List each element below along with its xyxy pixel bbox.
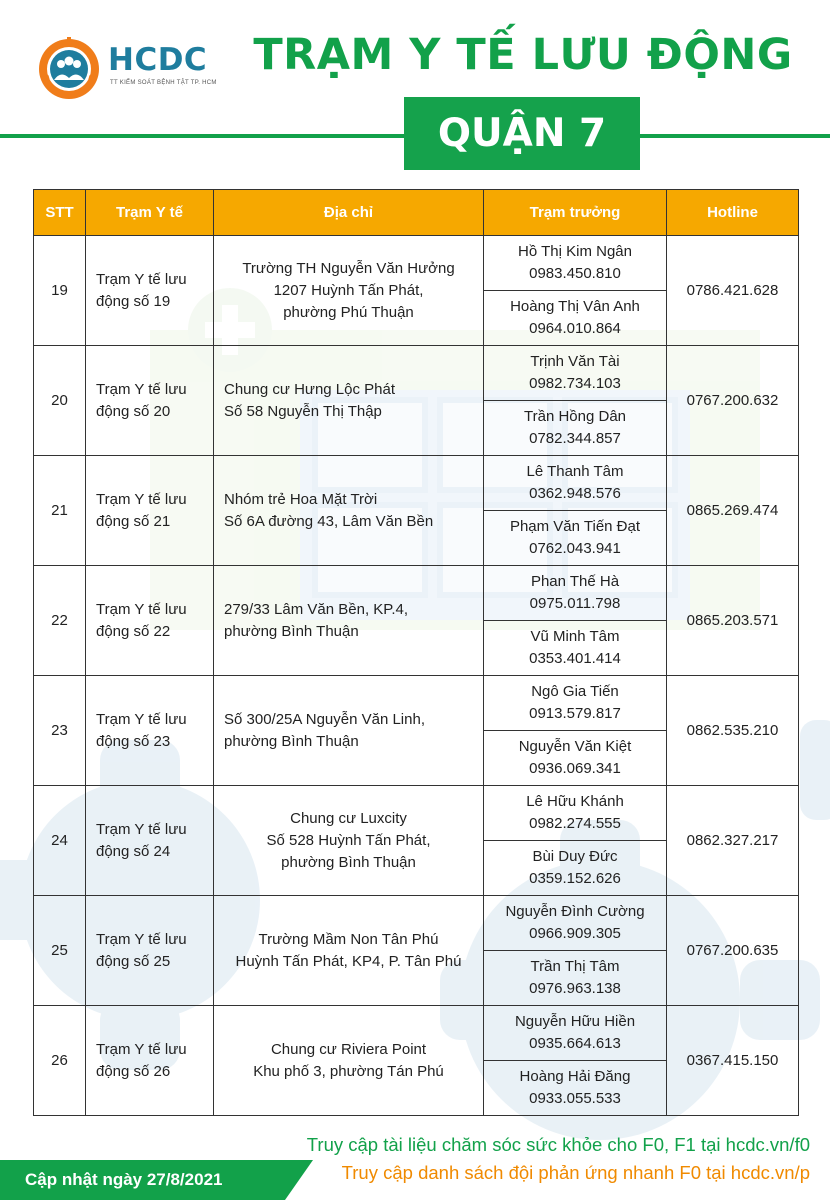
- table-row: [34, 896, 799, 951]
- address-line: Trường Mầm Non Tân Phú: [258, 930, 439, 948]
- station-name: [86, 566, 214, 676]
- station-leader: [484, 1061, 667, 1116]
- station-name: [86, 786, 214, 896]
- district-badge: QUẬN 7: [404, 97, 640, 170]
- leader-phone[interactable]: 0983.450.810: [529, 265, 621, 282]
- station-leader: [484, 1006, 667, 1061]
- station-number: 22: [34, 566, 86, 676]
- station-leader: [484, 456, 667, 511]
- leader-name: Nguyễn Hữu Hiền: [514, 1013, 636, 1030]
- leader-name: Trần Thị Tâm: [530, 958, 620, 975]
- leader-phone[interactable]: 0936.069.341: [529, 760, 621, 777]
- station-name-line: động số 19: [96, 292, 171, 310]
- station-address: [214, 456, 484, 566]
- station-leader: [484, 951, 667, 1006]
- station-hotline[interactable]: 0786.421.628: [667, 236, 799, 346]
- table-body: [34, 236, 799, 1116]
- station-name: [86, 896, 214, 1006]
- station-name-line: động số 22: [96, 622, 171, 640]
- station-hotline[interactable]: 0865.203.571: [667, 566, 799, 676]
- hcdc-logo: [34, 34, 234, 104]
- station-name-line: động số 23: [96, 732, 171, 750]
- station-leader: [484, 786, 667, 841]
- address-line: 279/33 Lâm Văn Bền, KP.4,: [224, 600, 409, 618]
- address-line: 1207 Huỳnh Tấn Phát,: [273, 281, 424, 299]
- leader-phone[interactable]: 0982.734.103: [529, 375, 621, 392]
- leader-name: Phan Thế Hà: [530, 573, 620, 590]
- station-hotline[interactable]: 0862.535.210: [667, 676, 799, 786]
- leader-phone[interactable]: 0913.579.817: [529, 705, 621, 722]
- station-address: [214, 236, 484, 346]
- station-number: 21: [34, 456, 86, 566]
- address-line: Huỳnh Tấn Phát, KP4, P. Tân Phú: [235, 952, 462, 970]
- leader-phone[interactable]: 0362.948.576: [529, 485, 621, 502]
- leader-phone[interactable]: 0975.011.798: [529, 595, 621, 612]
- station-name-line: động số 24: [96, 842, 171, 860]
- station-name-line: Trạm Y tế lưu: [96, 820, 187, 838]
- leader-phone[interactable]: 0966.909.305: [529, 925, 621, 942]
- station-address: [214, 1006, 484, 1116]
- station-name: [86, 676, 214, 786]
- leader-name: Ngô Gia Tiến: [531, 683, 619, 700]
- address-line: Chung cư Hưng Lộc Phát: [224, 380, 396, 398]
- leader-phone[interactable]: 0964.010.864: [529, 320, 621, 337]
- station-name-line: Trạm Y tế lưu: [96, 380, 187, 398]
- station-leader: [484, 291, 667, 346]
- address-line: Khu phố 3, phường Tán Phú: [253, 1062, 444, 1080]
- station-hotline[interactable]: 0865.269.474: [667, 456, 799, 566]
- station-name-line: động số 21: [96, 512, 171, 530]
- station-leader: [484, 621, 667, 676]
- leader-name: Nguyễn Đình Cường: [505, 903, 645, 920]
- column-header-stt: STT: [34, 190, 86, 236]
- update-date-banner: Cập nhật ngày 27/8/2021: [0, 1160, 285, 1200]
- address-line: Số 300/25A Nguyễn Văn Linh,: [224, 710, 425, 728]
- station-address: [214, 786, 484, 896]
- table-row: [34, 236, 799, 291]
- station-name-line: động số 25: [96, 952, 171, 970]
- table-header-row: [34, 190, 799, 236]
- leader-name: Hoàng Thị Vân Anh: [510, 298, 640, 315]
- address-line: Số 58 Nguyễn Thị Thập: [224, 402, 382, 420]
- station-leader: [484, 566, 667, 621]
- leader-phone[interactable]: 0762.043.941: [529, 540, 621, 557]
- leader-name: Hồ Thị Kim Ngân: [518, 243, 632, 260]
- header-rule-right: [640, 134, 830, 138]
- leader-name: Phạm Văn Tiến Đạt: [509, 518, 641, 535]
- station-address: [214, 346, 484, 456]
- station-name: [86, 1006, 214, 1116]
- header-rule-left: [0, 134, 404, 138]
- station-hotline[interactable]: 0767.200.632: [667, 346, 799, 456]
- station-hotline[interactable]: 0862.327.217: [667, 786, 799, 896]
- column-header-station: Trạm Y tế: [86, 190, 214, 236]
- station-name-line: Trạm Y tế lưu: [96, 710, 187, 728]
- address-line: Chung cư Luxcity: [290, 809, 407, 827]
- table-row: [34, 1006, 799, 1061]
- address-line: phường Phú Thuận: [283, 303, 414, 321]
- station-name: [86, 236, 214, 346]
- address-line: Số 6A đường 43, Lâm Văn Bền: [224, 512, 434, 530]
- table-row: [34, 676, 799, 731]
- logo-text: HCDC: [108, 42, 208, 78]
- station-name-line: Trạm Y tế lưu: [96, 490, 187, 508]
- station-name-line: Trạm Y tế lưu: [96, 600, 187, 618]
- column-header-address: Địa chỉ: [214, 190, 484, 236]
- table-row: [34, 786, 799, 841]
- column-header-hotline: Hotline: [667, 190, 799, 236]
- page-title: TRẠM Y TẾ LƯU ĐỘNG: [253, 30, 793, 80]
- address-line: phường Bình Thuận: [224, 732, 359, 750]
- station-name-line: động số 20: [96, 402, 171, 420]
- leader-name: Trịnh Văn Tài: [530, 353, 620, 370]
- address-line: phường Bình Thuận: [281, 853, 416, 871]
- station-name-line: Trạm Y tế lưu: [96, 1040, 187, 1058]
- station-number: 19: [34, 236, 86, 346]
- leader-phone[interactable]: 0935.664.613: [529, 1035, 621, 1052]
- station-name: [86, 456, 214, 566]
- page-header: [0, 0, 830, 185]
- leader-name: Trần Hồng Dân: [524, 408, 626, 425]
- station-number: 25: [34, 896, 86, 1006]
- station-address: [214, 896, 484, 1006]
- leader-name: Nguyễn Văn Kiệt: [518, 738, 632, 755]
- station-hotline[interactable]: 0367.415.150: [667, 1006, 799, 1116]
- station-name-line: Trạm Y tế lưu: [96, 930, 187, 948]
- station-leader: [484, 731, 667, 786]
- logo-subtitle: TT KIỂM SOÁT BỆNH TẬT TP. HCM: [110, 80, 217, 86]
- leader-name: Vũ Minh Tâm: [530, 628, 620, 645]
- address-line: Nhóm trẻ Hoa Mặt Trời: [224, 490, 378, 508]
- station-leader: [484, 401, 667, 456]
- station-leader: [484, 346, 667, 401]
- station-leader: [484, 236, 667, 291]
- hcdc-logo-icon: [34, 34, 104, 104]
- station-number: 23: [34, 676, 86, 786]
- station-name-line: động số 26: [96, 1062, 171, 1080]
- station-leader: [484, 896, 667, 951]
- leader-name: Hoàng Hải Đăng: [519, 1068, 631, 1085]
- station-hotline[interactable]: 0767.200.635: [667, 896, 799, 1006]
- table-row: [34, 346, 799, 401]
- station-name: [86, 346, 214, 456]
- station-name-line: Trạm Y tế lưu: [96, 270, 187, 288]
- station-leader: [484, 841, 667, 896]
- column-header-leader: Trạm trưởng: [484, 190, 667, 236]
- rapid-response-link[interactable]: Truy cập danh sách đội phản ứng nhanh F0 tại hcdc.vn/p: [341, 1162, 810, 1183]
- station-address: [214, 566, 484, 676]
- station-leader: [484, 511, 667, 566]
- address-line: phường Bình Thuận: [224, 622, 359, 640]
- page-footer: [0, 1130, 830, 1200]
- f0-care-link[interactable]: Truy cập tài liệu chăm sóc sức khỏe cho F0, F1 tại hcdc.vn/f0: [306, 1134, 810, 1155]
- leader-phone[interactable]: 0982.274.555: [529, 815, 621, 832]
- leader-phone[interactable]: 0359.152.626: [529, 870, 621, 887]
- station-address: [214, 676, 484, 786]
- leader-phone[interactable]: 0782.344.857: [529, 430, 621, 447]
- station-number: 20: [34, 346, 86, 456]
- leader-phone[interactable]: 0933.055.533: [529, 1090, 621, 1107]
- leader-name: Lê Thanh Tâm: [526, 463, 624, 480]
- leader-phone[interactable]: 0976.963.138: [529, 980, 621, 997]
- station-number: 26: [34, 1006, 86, 1116]
- table-row: [34, 456, 799, 511]
- station-leader: [484, 676, 667, 731]
- table-row: [34, 566, 799, 621]
- address-line: Chung cư Riviera Point: [270, 1040, 427, 1058]
- leader-name: Lê Hữu Khánh: [526, 793, 624, 810]
- leader-phone[interactable]: 0353.401.414: [529, 650, 621, 667]
- address-line: Số 528 Huỳnh Tấn Phát,: [266, 831, 431, 849]
- address-line: Trường TH Nguyễn Văn Hưởng: [242, 259, 455, 277]
- update-banner-notch: [285, 1160, 313, 1200]
- leader-name: Bùi Duy Đức: [532, 848, 618, 865]
- station-number: 24: [34, 786, 86, 896]
- stations-table: [33, 189, 799, 1116]
